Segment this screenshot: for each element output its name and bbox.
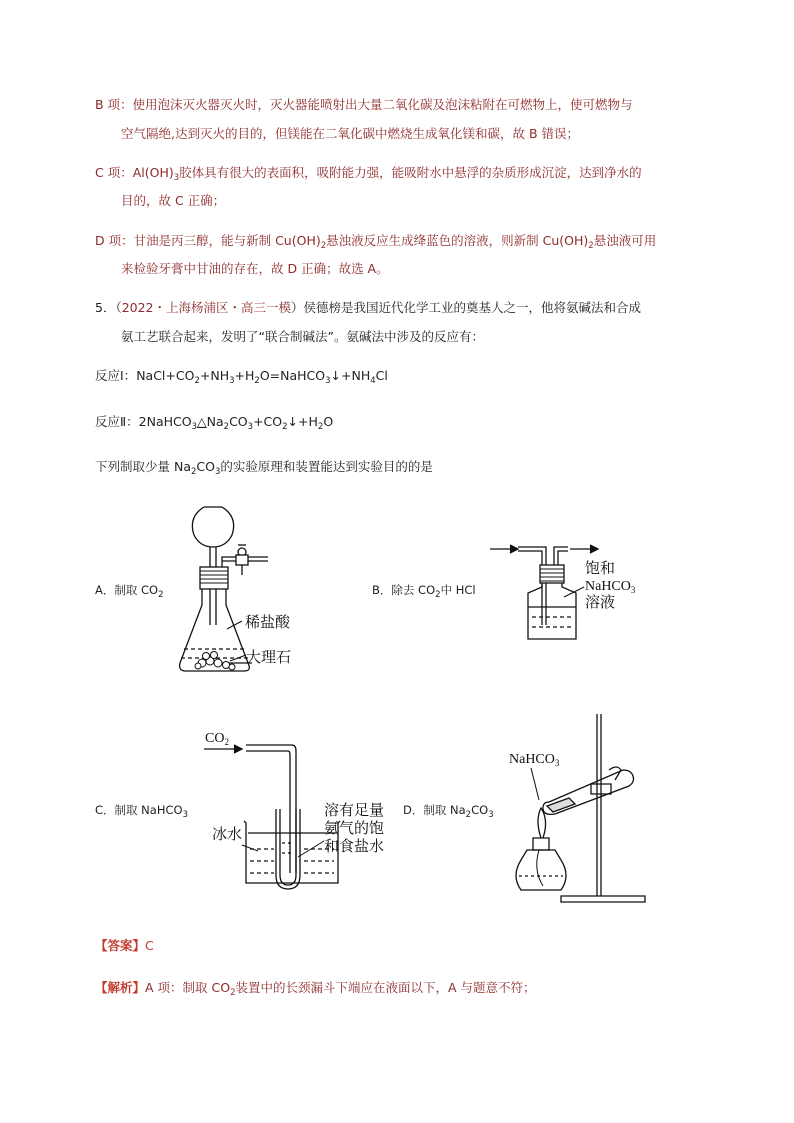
answer — [95, 936, 154, 956]
question-5-line1: 5．（2022・上海杨浦区・高三一模）侯德榜是我国近代化学工业的奠基人之一，他将氨碱法和合成 — [95, 300, 642, 315]
solution-label: 溶液 — [585, 595, 616, 611]
solution-line1: 溶有足量 — [324, 803, 385, 819]
question-5-line2: 氨工艺联合起来，发明了“联合制碱法”。氨碱法中涉及的反应有： — [121, 329, 484, 344]
answer-key: 【答案】 — [95, 938, 146, 953]
option-b-analysis-line1: B 项：使用泡沫灭火器灭火时，灭火器能喷射出大量二氧化碳及泡沫粘附在可燃物上，使可燃物与 — [95, 97, 633, 112]
option-d-analysis-line1: D 项：甘油是丙三醇，能与新制 $Cu(OH)_2$悬浊液反应生成绛蓝色的溶液，则新制 $Cu(OH)_2$悬浊液可用 — [95, 233, 657, 251]
option-c-label: C．制取 NaHCO$_3$ — [95, 803, 188, 820]
option-c-analysis-line2: 目的，故 C 正确； — [121, 193, 226, 208]
reaction-2: 反应Ⅱ：$2NaHCO_3\triangle Na_2CO_3+CO_2↓+H_2O$ — [95, 414, 334, 432]
figure-a-apparatus — [170, 495, 340, 675]
analysis-key: 【解析】 — [95, 980, 146, 995]
option-d-label: D．制取 $Na_2CO_3$ — [403, 803, 494, 820]
reaction-1: 反应Ⅰ：$NaCl+CO_2+NH_3+H_2O=NaHCO_3↓+NH_4Cl$ — [95, 368, 388, 386]
heat-condition: △ — [197, 414, 207, 429]
co2-gas-label: $CO_2$ — [205, 731, 229, 747]
option-d-analysis-line2: 来检验牙膏中甘油的存在，故 D 正确；故选 A。 — [121, 261, 389, 276]
question-prompt: 下列制取少量 $Na_2CO_3$的实验原理和装置能达到实验目的的是 — [95, 459, 433, 477]
nahco3-heating-label: NaHCO$_3$ — [509, 752, 560, 768]
saturated-label: 饱和 — [585, 561, 616, 577]
analysis-line1: 【解析】A 项：制取 $CO_2$装置中的长颈漏斗下端应在液面以下，A 与题意不符； — [95, 980, 536, 998]
option-a-label: A．制取 $CO_2$ — [95, 583, 164, 600]
figure-b-apparatus — [488, 535, 668, 645]
option-c-analysis-line1: C 项：$Al(OH)_3$胶体具有很大的表面积，吸附能力强，能吸附水中悬浮的杂质形成沉淀，达到净水的 — [95, 165, 642, 183]
solution-line2: 氨气的饱 — [324, 821, 385, 837]
option-b-analysis-line2: 空气隔绝,达到灭火的目的，但镁能在二氧化碳中燃烧生成氧化镁和碳，故 B 错误； — [121, 126, 579, 141]
nahco3-label: NaHCO$_3$ — [585, 579, 636, 595]
option-b-label: B．除去 $CO_2$中 HCl — [372, 583, 476, 600]
figure-d-apparatus — [495, 710, 655, 910]
solution-line3: 和食盐水 — [324, 839, 385, 855]
figure-c-apparatus — [200, 725, 400, 895]
marble-label: 大理石 — [246, 650, 292, 666]
question-source: 2022・上海杨浦区・高三一模 — [121, 300, 292, 315]
answer-value: C — [145, 938, 154, 953]
ice-water-label: 冰水 — [212, 827, 243, 843]
acid-label: 稀盐酸 — [245, 615, 291, 631]
